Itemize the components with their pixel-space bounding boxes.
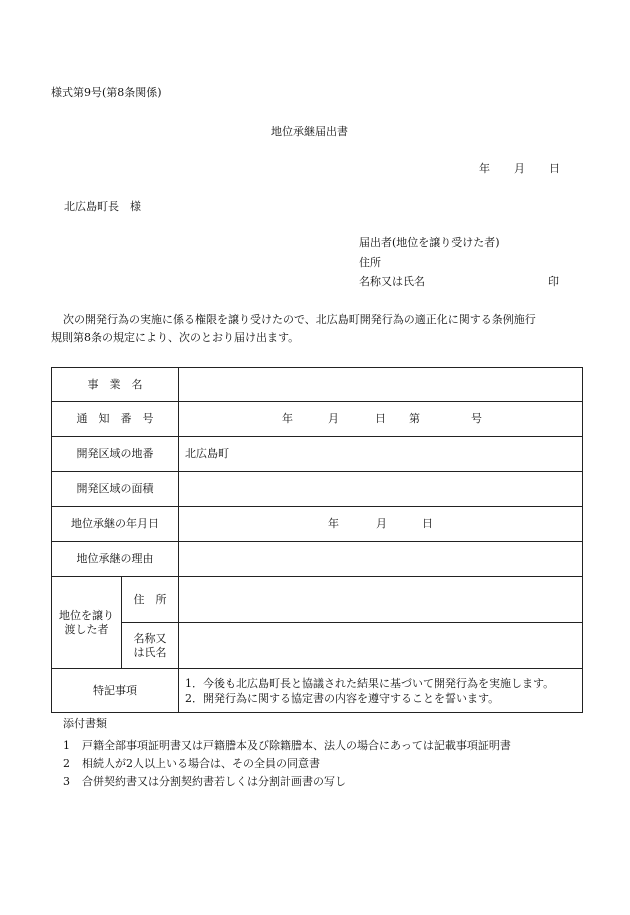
area-field[interactable] [179, 472, 583, 507]
attachment-number: 2 [63, 757, 70, 770]
row-transferor-name [52, 623, 583, 669]
applicant-role: 届出者(地位を譲り受けた者) [359, 236, 500, 249]
succession-reason-field[interactable] [179, 542, 583, 577]
special-note-item: 1．今後も北広島町長と協議された結果に基づいて開発行為を実施します。 [185, 676, 555, 690]
notice-year: 年 [282, 412, 293, 425]
row-lot-number [52, 437, 583, 472]
business-name-field[interactable] [179, 368, 583, 402]
succession-date-field[interactable] [179, 507, 583, 542]
document-title: 地位承継届出書 [271, 125, 348, 138]
transferor-label-line-1: 地位を譲り [59, 608, 114, 622]
row-succession-reason [52, 542, 583, 577]
attachment-text: 相続人が2人以上いる場合は、その全員の同意書 [82, 757, 320, 770]
attachment-text: 戸籍全部事項証明書又は戸籍謄本及び除籍謄本、法人の場合にあっては記載事項証明書 [82, 739, 511, 752]
transferor-name-field[interactable] [179, 623, 583, 669]
application-table [51, 367, 583, 713]
row-business-name [52, 368, 583, 402]
notice-number-field[interactable] [179, 402, 583, 437]
lot-number-field[interactable]: 北広島町 [179, 437, 583, 472]
transferor-name-label [122, 623, 179, 669]
notice-dai: 第 [409, 412, 420, 425]
row-notice-number [52, 402, 583, 437]
body-text-line-2: 規則第8条の規定により、次のとおり届け出ます。 [51, 331, 300, 344]
notice-month: 月 [328, 412, 339, 425]
transferor-label-line-2: 渡した者 [64, 622, 109, 636]
attachment-number: 3 [63, 775, 70, 788]
row-transferor-address [52, 577, 583, 623]
transferor-address-label: 住 所 [122, 577, 179, 623]
special-note-item: 2．開発行為に関する協定書の内容を遵守することを誓います。 [185, 691, 500, 705]
lot-number-label: 開発区域の地番 [52, 437, 179, 472]
business-name-label: 事 業 名 [52, 368, 179, 402]
transferor-address-field[interactable] [179, 577, 583, 623]
date-year: 年 [479, 162, 490, 175]
form-number: 様式第9号(第8条関係) [51, 86, 162, 99]
date-day: 日 [549, 162, 560, 175]
row-succession-date [52, 507, 583, 542]
attachments-heading: 添付書類 [63, 717, 107, 730]
applicant-name-label: 名称又は氏名 [359, 275, 425, 288]
notice-number-label: 通 知 番 号 [52, 402, 179, 437]
transferor-name-label-line-1: 名称又 [133, 631, 167, 645]
succession-date-label: 地位承継の年月日 [52, 507, 179, 542]
special-notes-label: 特記事項 [52, 669, 179, 713]
area-label: 開発区域の面積 [52, 472, 179, 507]
succession-day: 日 [422, 517, 433, 530]
row-special-notes [52, 669, 583, 713]
special-notes-field [179, 669, 583, 713]
transferor-label [52, 577, 122, 669]
succession-month: 月 [376, 517, 387, 530]
succession-reason-label: 地位承継の理由 [52, 542, 179, 577]
notice-day: 日 [375, 412, 386, 425]
row-area [52, 472, 583, 507]
body-text-line-1: 次の開発行為の実施に係る権限を譲り受けたので、北広島町開発行為の適正化に関する条例施行 [63, 313, 536, 326]
succession-year: 年 [328, 517, 339, 530]
attachment-text: 合併契約書又は分割契約書若しくは分割計画書の写し [82, 775, 346, 788]
applicant-address-label: 住所 [359, 256, 381, 269]
attachment-number: 1 [63, 739, 70, 752]
date-month: 月 [514, 162, 525, 175]
transferor-name-label-line-2: は氏名 [133, 645, 167, 659]
notice-go: 号 [471, 412, 482, 425]
seal-mark: 印 [548, 275, 559, 288]
addressee: 北広島町長 様 [64, 200, 141, 213]
